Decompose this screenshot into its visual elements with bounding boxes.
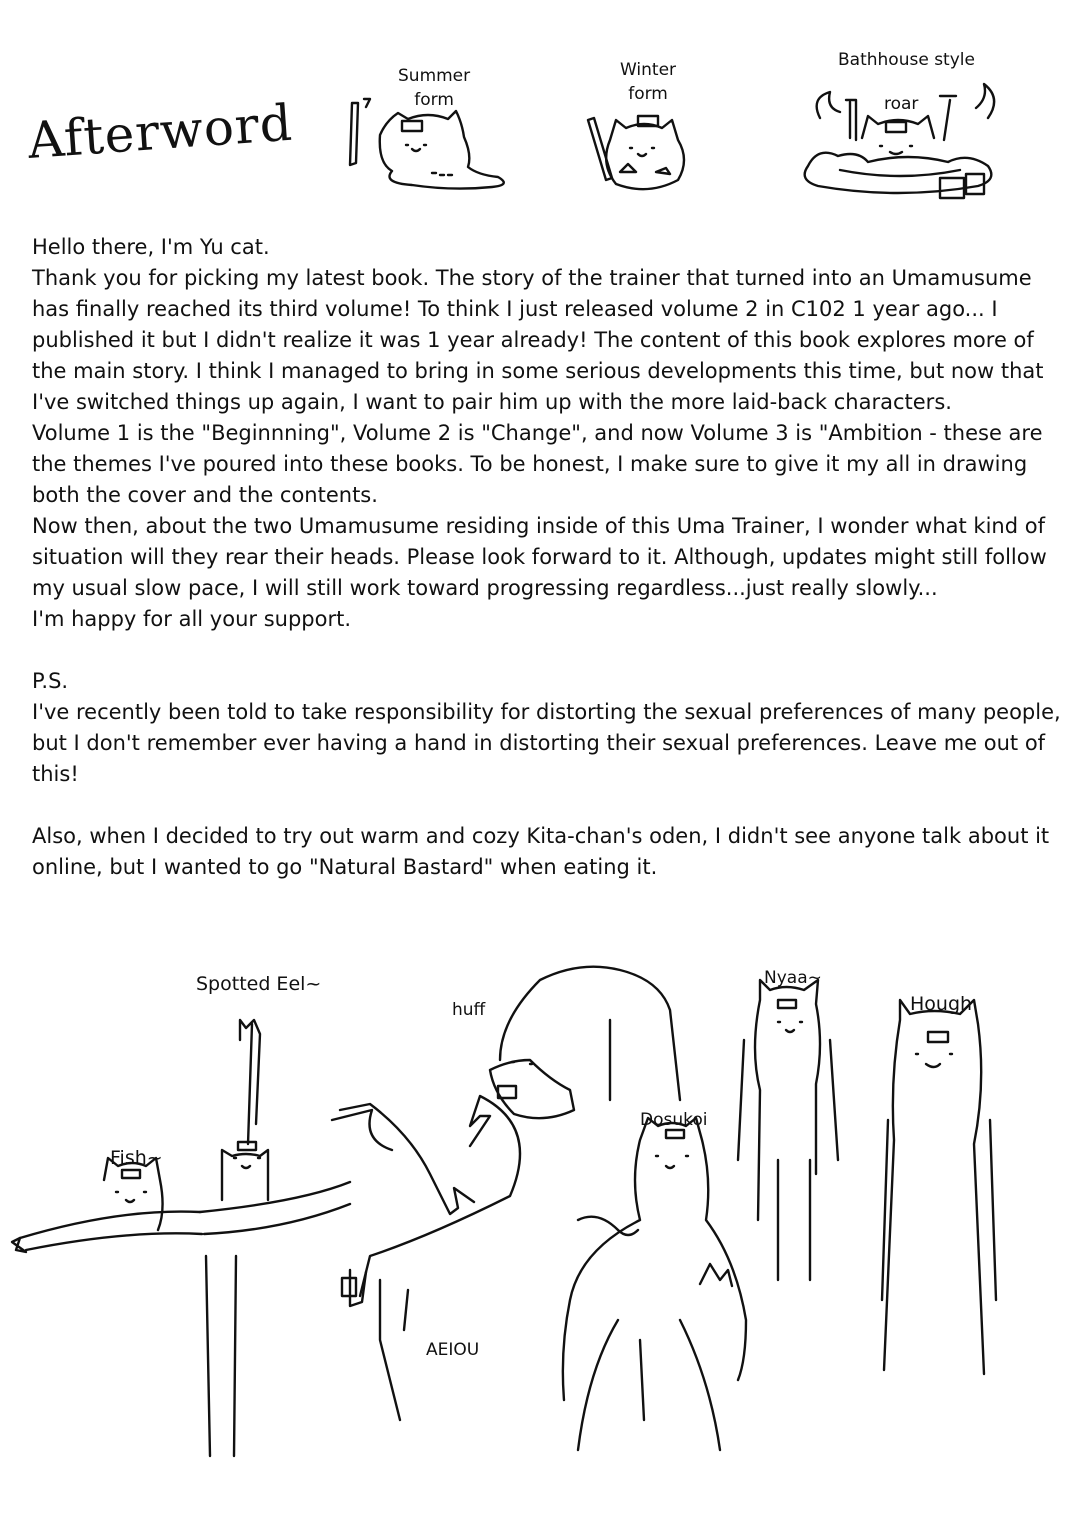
nyaa-label: Nyaa~	[764, 968, 822, 988]
fish-label: Fish~	[110, 1147, 163, 1169]
spotted-eel-label: Spotted Eel~	[196, 973, 322, 995]
body-paragraph: Thank you for picking my latest book. The story of the trainer that turned into an Umamusume has finally reached its third volume! To think I just released volume 2 in C102 1 year ago... I published it but I didn't realize it was 1 year already! The content of this book explores more of the main story. I think I managed to bring in some serious developments this time, but now that I've switched things up again, I want to pair him up with the more laid-back characters.	[32, 266, 1044, 414]
dosukoi-label: Dosukoi	[640, 1110, 708, 1130]
greeting-paragraph: Hello there, I'm Yu cat.	[32, 235, 270, 259]
winter-form-label: Winter form	[620, 60, 677, 104]
afterword-body	[32, 232, 1062, 883]
bathhouse-style-label: Bathhouse style	[838, 50, 975, 70]
cats-group-doodle	[0, 960, 1080, 1480]
body-paragraph: I'm happy for all your support.	[32, 607, 351, 631]
ps-paragraph: I've recently been told to take responsibility for distorting the sexual preferences of many people, but I don't remember ever having a hand in distorting their sexual preferences. Leave me out of this!	[32, 700, 1061, 786]
huff-label: huff	[452, 1000, 486, 1020]
winter-cat-doodle	[580, 110, 690, 195]
summer-form-label: Summer form	[398, 66, 471, 110]
ps-paragraph: Also, when I decided to try out warm and cozy Kita-chan's oden, I didn't see anyone talk about it online, but I wanted to go "Natural Bastard" when eating it.	[32, 824, 1050, 879]
roar-label: roar	[884, 94, 919, 114]
body-paragraph: Now then, about the two Umamusume residing inside of this Uma Trainer, I wonder what kind of situation will they rear their heads. Please look forward to it. Although, updates might still follow my usual slow pace, I will still work toward progressing regardless...just really slowly...	[32, 514, 1047, 600]
page-title: Afterword	[25, 93, 295, 170]
hough-label: Hough	[910, 993, 973, 1015]
bathhouse-cat-doodle	[800, 78, 1010, 208]
summer-cat-doodle	[340, 95, 510, 195]
ps-label: P.S.	[32, 669, 69, 693]
aeiou-label: AEIOU	[426, 1340, 480, 1360]
body-paragraph: Volume 1 is the "Beginnning", Volume 2 is "Change", and now Volume 3 is "Ambition - these are the themes I've poured into these books. To be honest, I make sure to give it my all in drawing both the cover and the contents.	[32, 421, 1043, 507]
